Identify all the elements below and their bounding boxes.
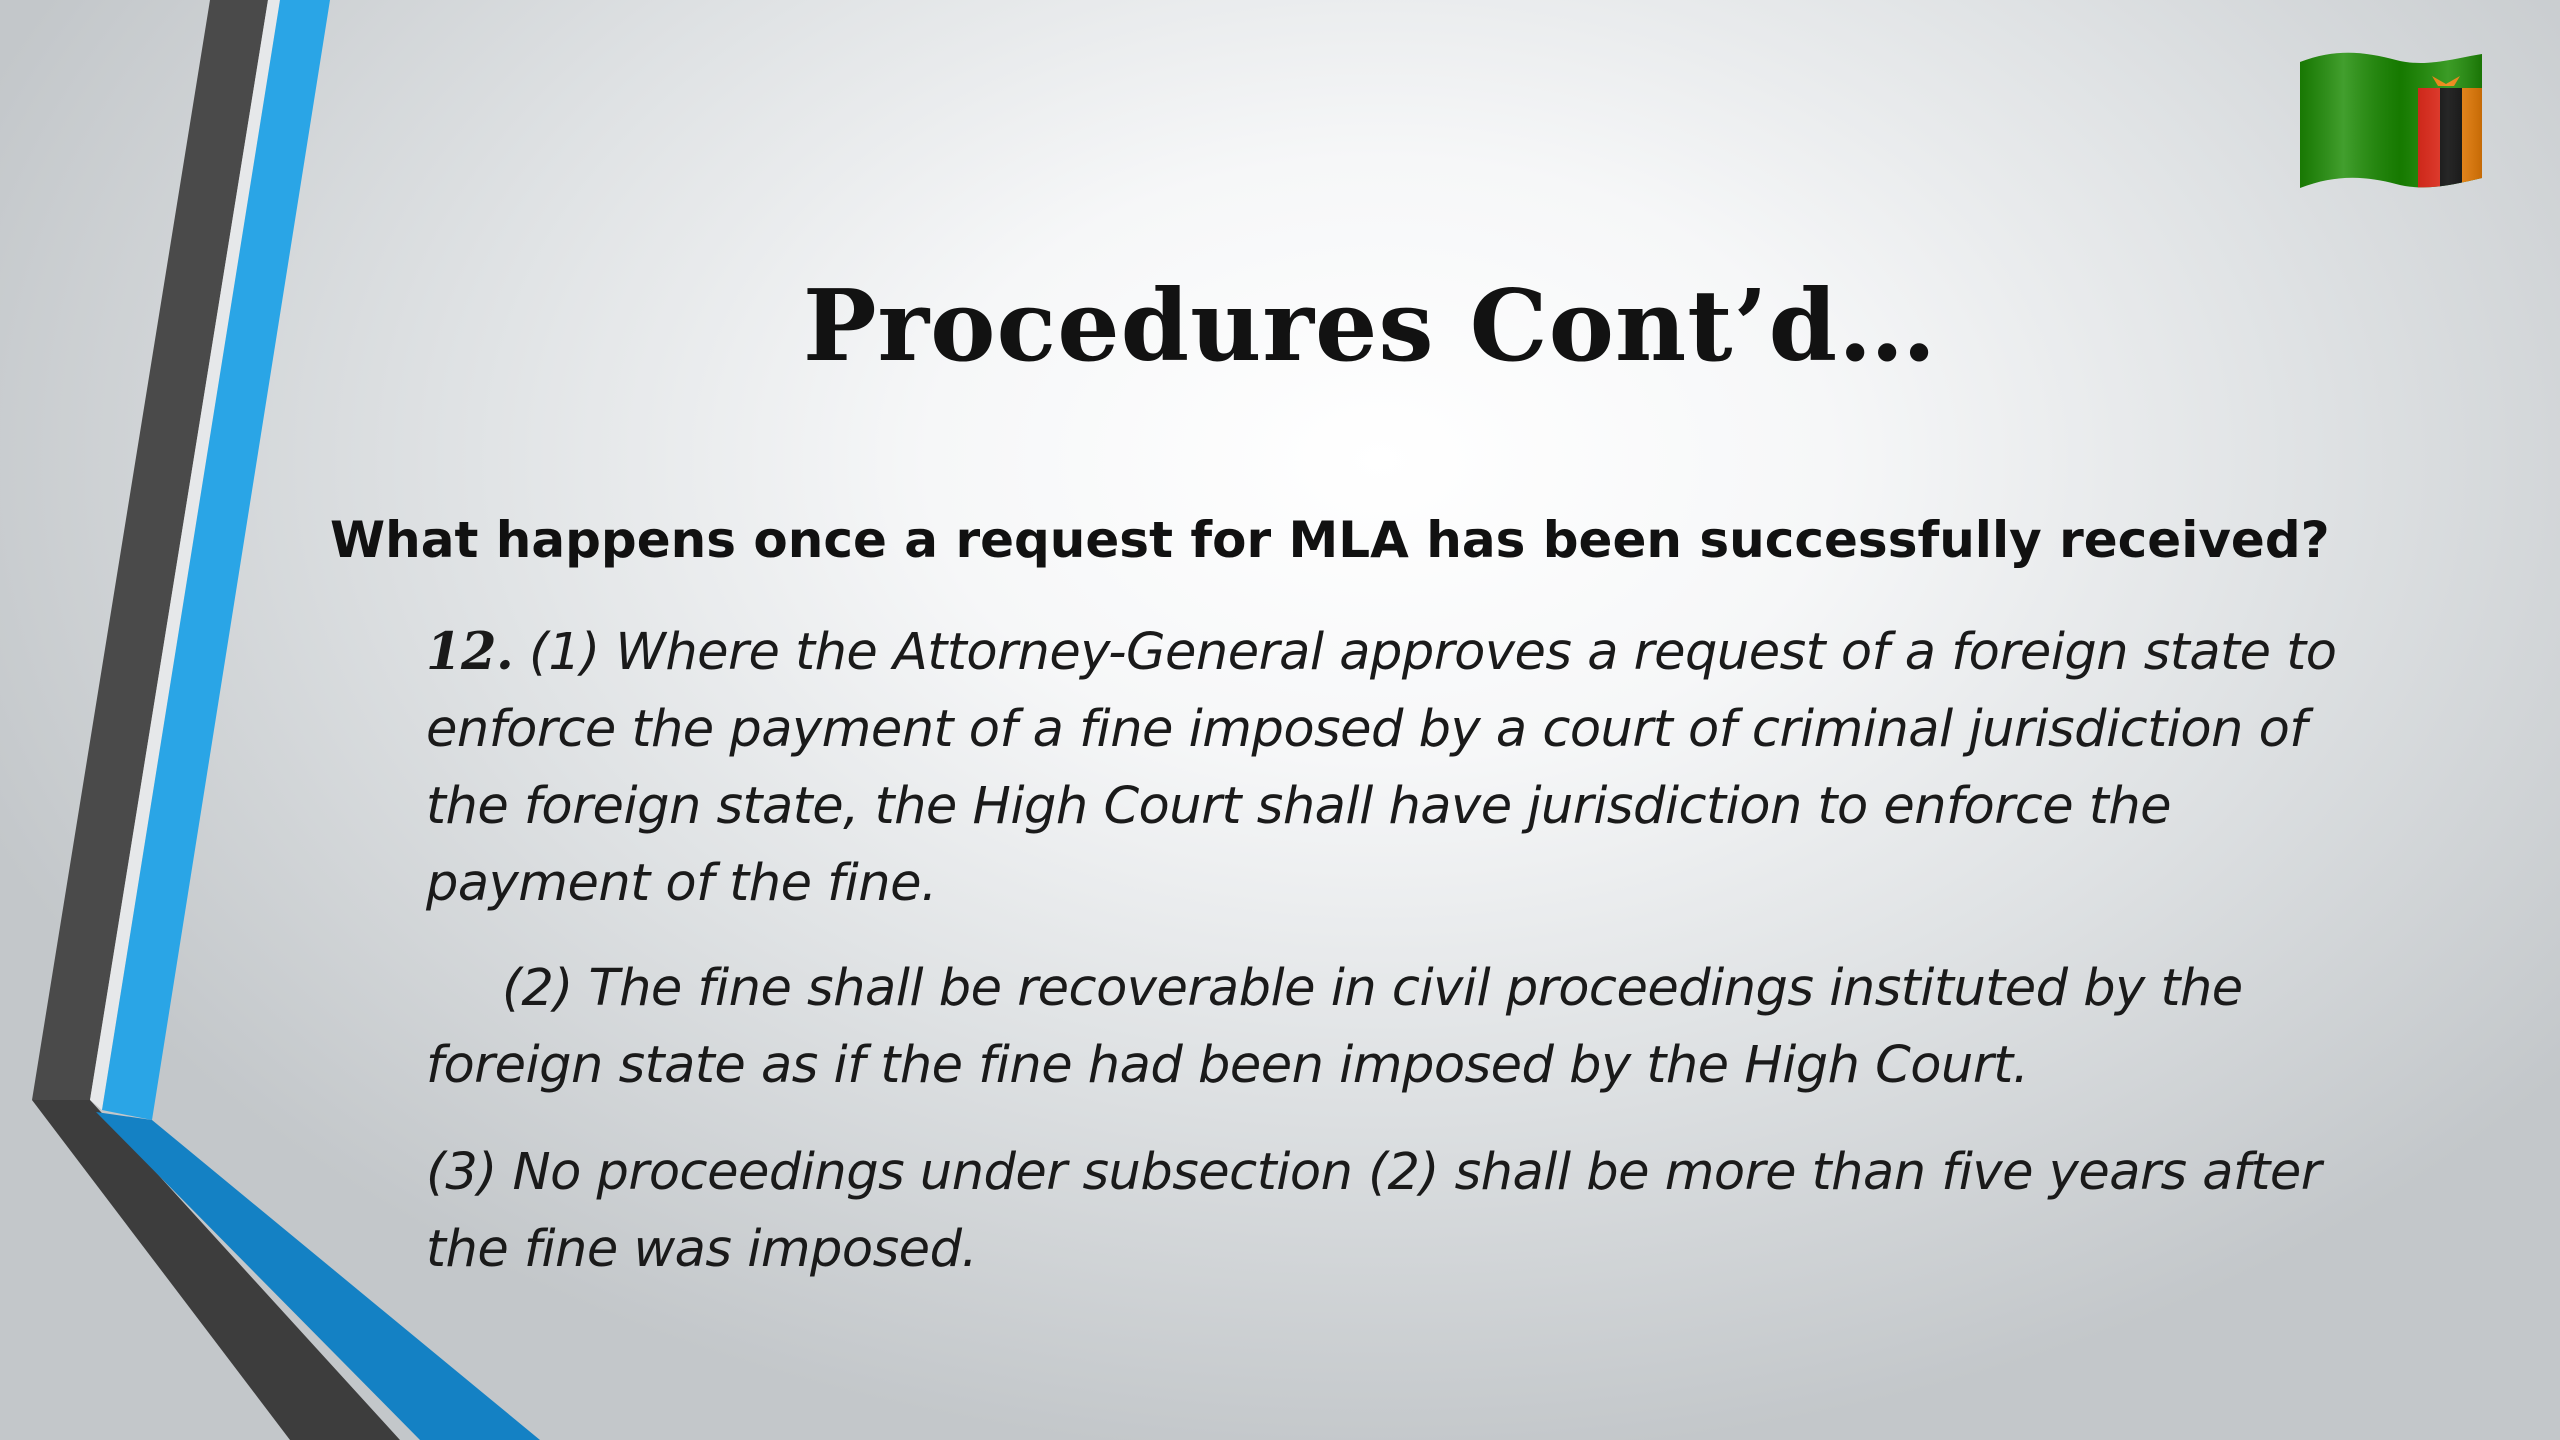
paragraph-3: (3) No proceedings under subsection (2) shall be more than five years after the fine was imposed. [426,1143,2322,1279]
slide-title: Procedures Cont’d… [802,269,1938,384]
paragraph-1-text: (1) Where the Attorney-General approves a request of a foreign state to enforce the payment of a fine imposed by a court of criminal jurisdiction of the foreign state, the High Court shall have jurisdiction to enforce the payment of the fine. [426,623,2337,913]
zambia-flag-icon [2296,48,2486,194]
section-number: 12. [426,622,514,682]
slide-question: What happens once a request for MLA has been successfully received? [330,511,2330,569]
paragraph-2: (2) The fine shall be recoverable in civil proceedings instituted by the foreign state as if the fine had been imposed by the High Court. [426,959,2243,1095]
decor-gray-diagonal [32,1100,400,1440]
paragraph-1 [426,614,2346,922]
